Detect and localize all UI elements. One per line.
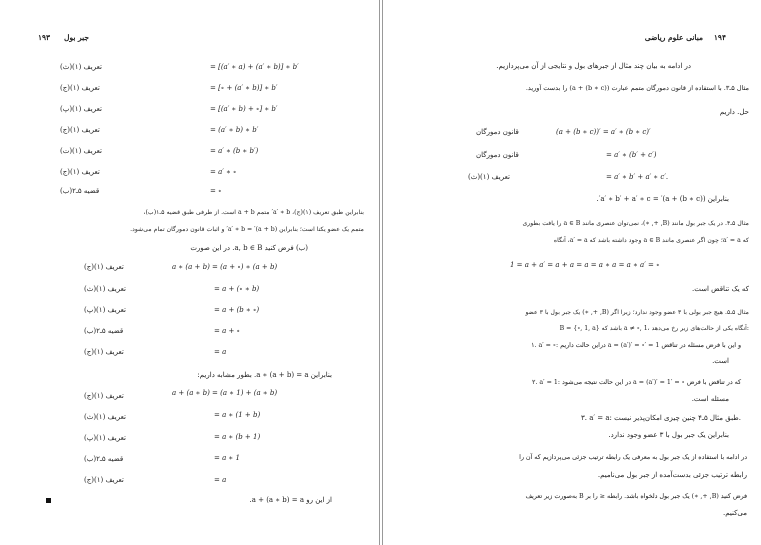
example-heading: مثال ۵ـ۴. در یک جبر بول مانند (B, +, ∗)، نمی‌توان عنصری مانند a ∈ B را یافت بطوری [522, 220, 749, 227]
paragraph-line: که یک تناقض است. [692, 285, 749, 293]
equation-justification: قضیه ۵ـ۲(ب) [84, 455, 124, 463]
display-equation: 1 = a + a′ = a + a = a = a ∗ a = a ∗ a′ = ∘ [510, 261, 660, 269]
case-item: ۲. a′ = 1: در این حالت نتیجه می‌شود a = (a′)′ = 1′ = ∘ که در تناقض با فرض [532, 379, 741, 386]
therefore-line: بنابراین (a + (b ∗ c))′ = a′ ∗ b′ + a′ ∗ c′. [596, 195, 729, 203]
equation-line: = a′ ∗ b′ + a′ ∗ c′. [606, 173, 669, 181]
left-page [0, 0, 378, 545]
equation-justification: تعریف (۱)(ث) [468, 173, 510, 181]
equation-justification: قضیه ۵ـ۲(ب) [60, 187, 100, 195]
equation-justification: تعریف (۱)(ث) [84, 285, 126, 293]
equation-line: a ∗ (a + b) = (a + ∘) ∗ (a + b) [172, 263, 278, 271]
equation-line: = (a′ ∗ b) ∗ b′ [210, 126, 259, 134]
case-item: ۱. a′ = ∘: دراین حالت داریم a = (a′)′ = ∘′ = 1 و این با فرض مسئله در تناقض [531, 342, 741, 349]
equation-justification: تعریف (۱)(ت) [60, 147, 102, 155]
running-header: مبانی علوم ریاضی [644, 33, 703, 42]
example-heading: مثال ۵ـ۳. با استفاده از قانون دمورگان متمم عبارت (a + (b ∗ c)) را بدست آورید. [525, 84, 749, 92]
equation-justification: تعریف (۱)(پ) [84, 306, 126, 314]
equation-justification: تعریف (۱)(پ) [60, 105, 102, 113]
equation-line: = [(a′ ∗ a) + (a′ ∗ b)] ∗ b′ [210, 63, 299, 71]
equation-line: = a′ ∗ (b ∗ b′) [210, 147, 259, 155]
part-b-intro: (ب) فرض کنید a, b ∈ B. در این صورت [190, 244, 308, 252]
paragraph-line: در ادامه با استفاده از یک جبر بول به معرفی یک رابطه ترتیب جزئی می‌پردازیم که آن را [519, 454, 747, 461]
paragraph-line: B = {∘, 1, a} باشد که a ≠ ∘, 1، آنگاه یکی از حالت‌های زیر رخ می‌دهد: [559, 325, 749, 332]
qed-square-icon [46, 498, 51, 503]
paragraph-line: فرض کنید (B, +, ∗) یک جبر بول دلخواه باشد. رابطه ≤ را بر B به‌صورت زیر تعریف [525, 493, 747, 500]
equation-line: = a + (b ∗ ∘) [214, 306, 260, 314]
case-item-continued: مسئله است. [691, 395, 729, 403]
equation-justification: قانون دمورگان [476, 128, 519, 136]
equation-justification: تعریف (۱)(ج) [60, 168, 100, 176]
equation-line: = a′ ∗ ∘ [210, 168, 237, 176]
running-header: جبر بول [64, 33, 90, 42]
equation-line: = [(a′ ∗ b) + ∘] ∗ b′ [210, 105, 278, 113]
equation-line: = a ∗ 1 [214, 454, 240, 462]
equation-justification: تعریف (۱)(ج) [84, 348, 124, 356]
solution-label: حل. داریم [719, 108, 749, 116]
equation-line: = a ∗ (1 + b) [214, 411, 261, 419]
equation-justification: تعریف (۱)(ج) [60, 84, 100, 92]
equation-justification: تعریف (۱)(ج) [84, 476, 124, 484]
equation-justification: تعریف (۱)(ج) [84, 392, 124, 400]
right-page [384, 0, 761, 545]
case-item-continued: است. [712, 357, 729, 365]
equation-line: = a [214, 476, 227, 484]
intro-line: در ادامه به بیان چند مثال از جبرهای بول و نتایجی از آن می‌پردازیم. [496, 62, 691, 70]
equation-justification: تعریف (۱)(ث) [84, 413, 126, 421]
paragraph-line: که a′ = a؛ چون اگر عنصری مانند a ∈ B وجود داشته باشد که a′ = a، آنگاه [553, 237, 749, 244]
example-heading: مثال ۵ـ۵. هیچ جبر بولی با ۳ عضو وجود ندارد؛ زیرا اگر (B, +, ∗) یک جبر بول با ۳ عضو [525, 309, 749, 316]
equation-line: a + (a ∗ b) = (a ∗ 1) + (a ∗ b) [172, 389, 278, 397]
page-number: ۱۹۴ [713, 33, 726, 42]
equation-line: = a + (∘ ∗ b) [214, 285, 260, 293]
equation-line: = a [214, 348, 227, 356]
equation-justification: قضیه ۵ـ۲(ب) [84, 327, 124, 335]
paragraph-line: بنابراین طبق تعریف (۱)(ج)، a′ ∗ b′ متمم a + b است. از طرفی طبق قضیه ۵ـ۱(ب)، [143, 209, 364, 216]
equation-justification: تعریف (۱)(ج) [60, 126, 100, 134]
equation-line: = a + ∘ [214, 327, 241, 335]
equation-justification: قانون دمورگان [476, 151, 519, 159]
paragraph-line: متمم یک عضو یکتا است؛ بنابراین (a + b)′ = a′ ∗ b′ و اثبات قانون دمورگان تمام می‌شود. [130, 226, 364, 233]
equation-justification: تعریف (۱)(ث) [60, 63, 102, 71]
paragraph-line: رابطه ترتیب جزئی بدست‌آمده از جبر بول می‌نامیم. [597, 471, 747, 479]
page-number: ۱۹۳ [38, 33, 51, 42]
equation-justification: تعریف (۱)(ج) [84, 263, 124, 271]
case-item: ۳. a′ = a: طبق مثال ۵ـ۴ چنین چیزی امکان‌پذیر نیست. [581, 414, 741, 422]
equation-justification: تعریف (۱)(پ) [84, 434, 126, 442]
equation-line: = a′ ∗ (b′ + c′) [606, 151, 657, 159]
equation-line: = ∘ [210, 187, 222, 195]
paragraph-line: بنابراین یک جبر بول با ۳ عضو وجود ندارد. [608, 431, 729, 439]
book-spine [379, 0, 383, 545]
paragraph-line: می‌کنیم. [722, 509, 747, 517]
equation-line: = [∘ + (a′ ∗ b)] ∗ b′ [210, 84, 278, 92]
equation-line: = a ∗ (b + 1) [214, 433, 261, 441]
paragraph-line: بنابراین a ∗ (a + b) = a. بطور مشابه داریم: [197, 371, 332, 379]
equation-line: (a + (b ∗ c))′ = a′ ∗ (b ∗ c)′ [556, 128, 651, 136]
conclusion-line: از این رو a + (a ∗ b) = a. [249, 496, 332, 504]
